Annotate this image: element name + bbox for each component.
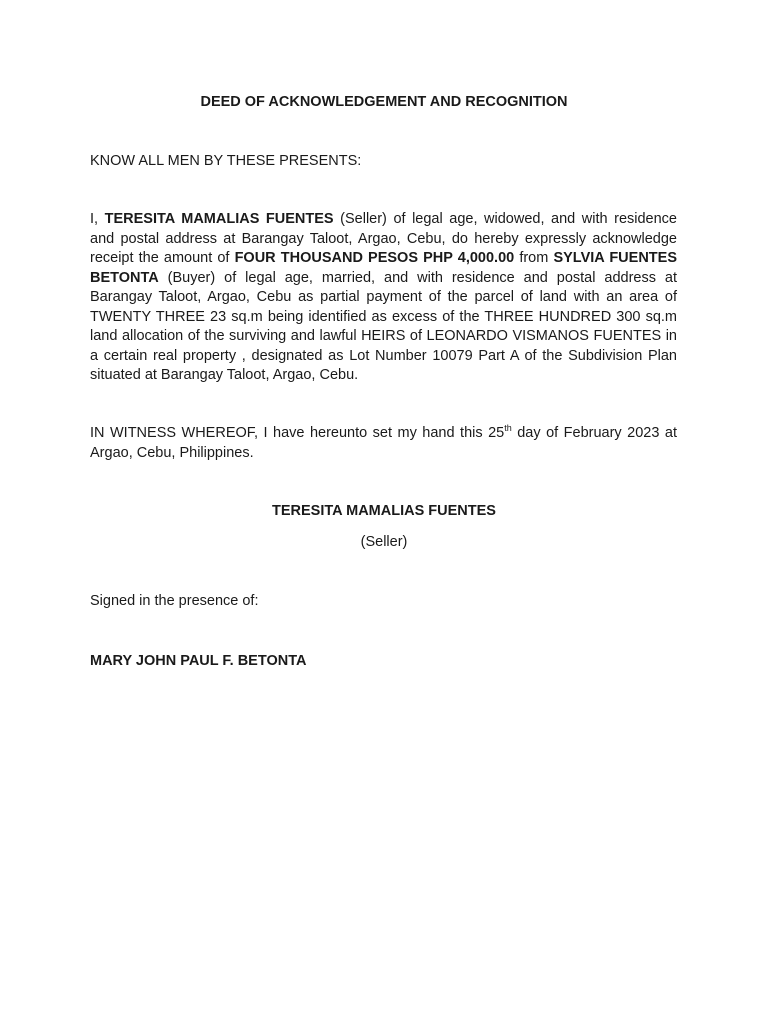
witness-name: MARY JOHN PAUL F. BETONTA	[90, 653, 307, 669]
amount-inline: FOUR THOUSAND PESOS PHP 4,000.00	[234, 250, 515, 266]
intro-line: KNOW ALL MEN BY THESE PRESENTS:	[90, 153, 362, 169]
body-text-3: from	[514, 250, 554, 266]
document-title: DEED OF ACKNOWLEDGEMENT AND RECOGNITION	[200, 94, 568, 110]
presence-label: Signed in the presence of:	[90, 593, 259, 609]
signature-role: (Seller)	[360, 534, 408, 550]
body-text-1: I,	[90, 211, 105, 227]
body-text-2: (Seller) of legal age, widowed, and with residence and postal address at Barangay Taloot, Argao, Cebu, do hereby expressly acknowledge receipt the amount of	[90, 211, 677, 266]
seller-name-inline: TERESITA MAMALIAS FUENTES	[104, 211, 334, 227]
witness-text-2: day of February 2023 at Argao, Cebu, Philippines.	[90, 425, 677, 461]
body-text-4: (Buyer) of legal age, married, and with residence and postal address at Barangay Taloot, Argao, Cebu as partial payment of the parcel of land with an area of TWENTY THREE 23 sq.m being identified as excess of the THREE HUNDRED 300 sq.m land allocation of the surviving and lawful HEIRS of LEONARDO VISMANOS FUENTES in a certain real property , designated as Lot Number 10079 Part A of the Subdivision Plan situated at Barangay Taloot, Argao, Cebu.	[90, 269, 677, 383]
ordinal-suffix: th	[504, 423, 512, 434]
witness-paragraph	[90, 424, 677, 463]
buyer-name-inline: SYLVIA FUENTES BETONTA	[90, 250, 677, 286]
witness-text-1: IN WITNESS WHEREOF, I have hereunto set my hand this 25	[90, 425, 505, 441]
acknowledgement-paragraph	[90, 210, 677, 386]
signature-name: TERESITA MAMALIAS FUENTES	[272, 503, 496, 519]
